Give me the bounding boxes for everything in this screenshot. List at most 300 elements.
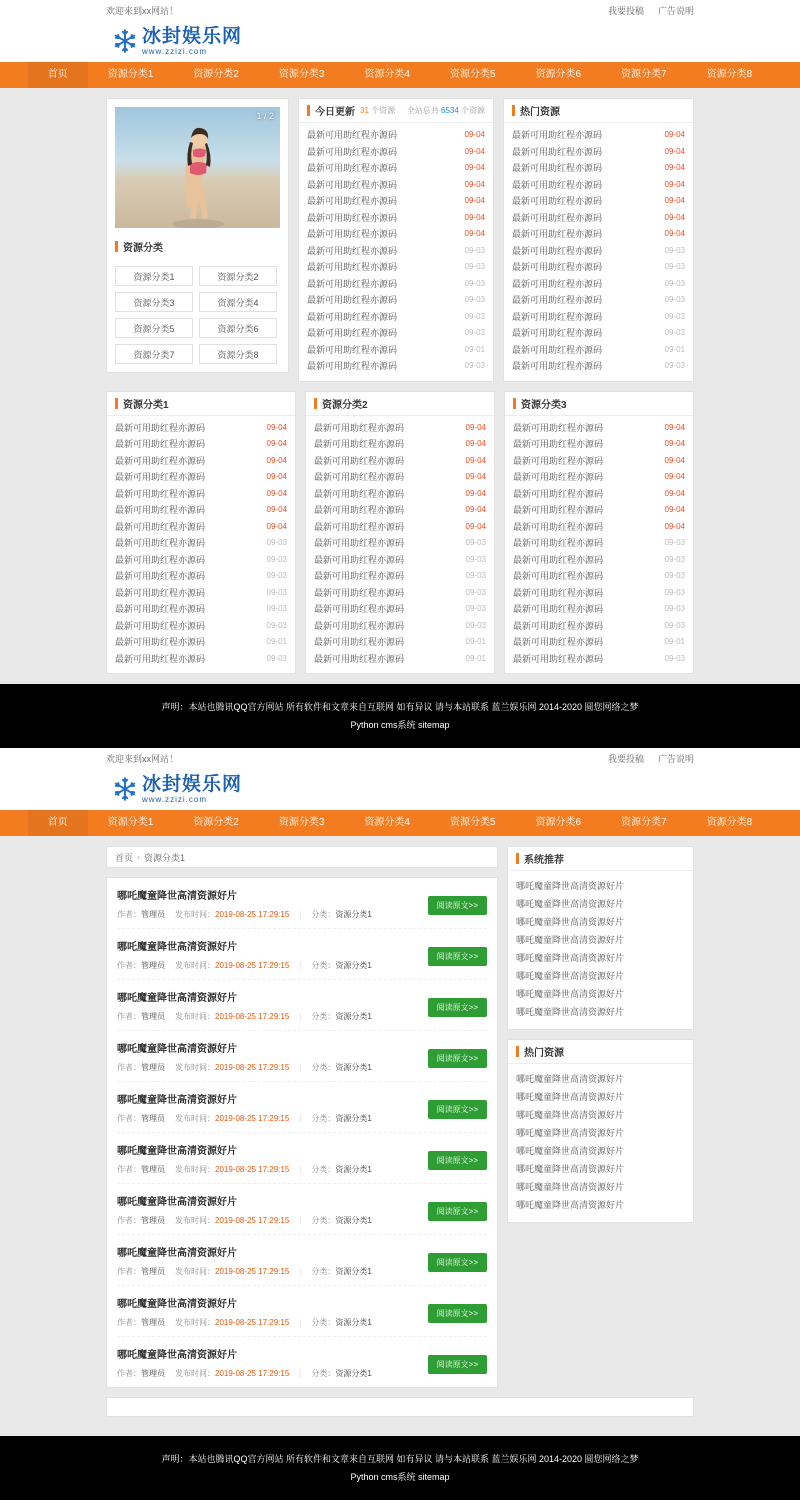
today-item-title-9[interactable]: 最新可用助红程亦源码: [307, 278, 398, 289]
today-item-title-14[interactable]: 最新可用助红程亦源码: [307, 361, 398, 371]
cat1-item-title-2[interactable]: 最新可用助红程亦源码: [115, 455, 206, 466]
article-title-4[interactable]: 哪吒魔童降世高清资源好片: [117, 1095, 237, 1106]
main-nav-2[interactable]: [0, 810, 800, 836]
list-item[interactable]: [512, 177, 685, 194]
category-button-8[interactable]: 资源分类8: [199, 344, 277, 364]
cat1-item-date-8: 09-03: [266, 554, 287, 564]
article-item: [117, 1286, 487, 1337]
category-label: 分类：: [311, 1063, 336, 1072]
article-item: [117, 980, 487, 1031]
list-item[interactable]: [512, 342, 685, 359]
cat1-item-title-7[interactable]: 最新可用助红程亦源码: [115, 538, 206, 548]
cat3-item-title-9[interactable]: 最新可用助红程亦源码: [513, 571, 604, 581]
list-item[interactable]: [314, 436, 486, 453]
nav-item-4[interactable]: 资源分类4: [364, 69, 410, 80]
read-more-button-8[interactable]: 阅读原文>>: [428, 1304, 487, 1323]
cat2-item-title-1[interactable]: 最新可用助红程亦源码: [314, 439, 405, 449]
today-item-title-12[interactable]: 最新可用助红程亦源码: [307, 328, 398, 338]
cat2-item-title-3[interactable]: 最新可用助红程亦源码: [314, 472, 405, 482]
nav-item-2[interactable]: 资源分类2: [193, 69, 239, 80]
cat1-item-title-9[interactable]: 最新可用助红程亦源码: [115, 571, 206, 581]
cat1-item-title-4[interactable]: 最新可用助红程亦源码: [115, 488, 206, 499]
accent-bar: [115, 241, 118, 252]
cat3-item-title-0[interactable]: 最新可用助红程亦源码: [513, 422, 604, 433]
cat2-item-title-5[interactable]: 最新可用助红程亦源码: [314, 505, 405, 515]
cat1-item-date-13: 09-01: [266, 637, 287, 646]
list-item[interactable]: [115, 585, 287, 602]
category-columns-row: [106, 391, 694, 675]
sidebar-item-1-3[interactable]: 哪吒魔童降世高清资源好片: [516, 935, 625, 945]
meta-divider: |: [299, 910, 302, 919]
sidebar-box-head-1: [508, 847, 693, 871]
list-item[interactable]: [513, 486, 685, 503]
cat2-item-title-9[interactable]: 最新可用助红程亦源码: [314, 571, 405, 581]
list-item[interactable]: [513, 651, 685, 668]
list-item[interactable]: [307, 292, 485, 309]
welcome-text: 欢迎来到xx网站！: [106, 5, 179, 16]
list-item[interactable]: [115, 552, 287, 569]
hot-item-title-4[interactable]: 最新可用助红程亦源码: [512, 196, 603, 206]
category-card-title-1: 资源分类1: [123, 399, 169, 411]
read-more-button-4[interactable]: 阅读原文>>: [428, 1100, 487, 1119]
cat3-item-title-13[interactable]: 最新可用助红程亦源码: [513, 637, 604, 647]
category-button-6[interactable]: 资源分类6: [199, 318, 277, 338]
nav-item-5[interactable]: 资源分类5: [450, 817, 496, 828]
read-more-button-6[interactable]: 阅读原文>>: [428, 1202, 487, 1221]
sidebar-box-list-2: [508, 1064, 693, 1222]
footer-2: [0, 1436, 800, 1500]
category-value[interactable]: 资源分类1: [335, 1369, 372, 1378]
article-title-5[interactable]: 哪吒魔童降世高清资源好片: [117, 1146, 237, 1157]
list-item[interactable]: [314, 420, 486, 437]
list-item[interactable]: [512, 226, 685, 243]
article-title-9[interactable]: 哪吒魔童降世高清资源好片: [117, 1350, 237, 1361]
sidebar-item-1-5[interactable]: 哪吒魔童降世高清资源好片: [516, 971, 625, 981]
read-more-button-7[interactable]: 阅读原文>>: [428, 1253, 487, 1272]
list-item[interactable]: [512, 358, 685, 375]
today-item-date-9: 09-03: [464, 278, 485, 288]
category-value[interactable]: 资源分类1: [335, 1318, 372, 1327]
cat1-item-title-14[interactable]: 最新可用助红程亦源码: [115, 653, 206, 664]
time-value: 2019-08-25 17:29:15: [215, 1318, 290, 1327]
nav-item-3[interactable]: 资源分类3: [278, 69, 325, 80]
category-value[interactable]: 资源分类1: [335, 1165, 372, 1174]
cat1-item-title-10[interactable]: 最新可用助红程亦源码: [115, 587, 206, 598]
list-item[interactable]: [512, 259, 685, 276]
list-item[interactable]: [513, 535, 685, 552]
breadcrumb-current[interactable]: 资源分类1: [144, 852, 186, 863]
article-title-3[interactable]: 哪吒魔童降世高清资源好片: [117, 1044, 237, 1055]
cat2-item-date-9: 09-03: [465, 571, 486, 580]
cat2-item-title-12[interactable]: 最新可用助红程亦源码: [314, 620, 405, 631]
cat2-item-title-6[interactable]: 最新可用助红程亦源码: [314, 521, 405, 532]
cat3-item-title-4[interactable]: 最新可用助红程亦源码: [513, 488, 604, 499]
today-item-title-8[interactable]: 最新可用助红程亦源码: [307, 262, 398, 272]
cat2-item-title-10[interactable]: 最新可用助红程亦源码: [314, 587, 405, 598]
today-item-title-10[interactable]: 最新可用助红程亦源码: [307, 295, 398, 305]
today-item-date-6: 09-04: [464, 229, 485, 238]
today-item-title-6[interactable]: 最新可用助红程亦源码: [307, 229, 398, 239]
list-item[interactable]: [307, 193, 485, 210]
today-item-date-13: 09-01: [464, 344, 485, 354]
hot-item-title-11[interactable]: 最新可用助红程亦源码: [512, 311, 603, 322]
hot-head: [504, 99, 693, 123]
list-item[interactable]: [314, 651, 486, 668]
article-title-0[interactable]: 哪吒魔童降世高清资源好片: [117, 891, 237, 902]
cat3-item-date-1: 09-04: [664, 439, 685, 448]
list-item[interactable]: [307, 309, 485, 326]
sidebar-item-1-0[interactable]: 哪吒魔童降世高清资源好片: [516, 881, 625, 891]
cat3-item-title-12[interactable]: 最新可用助红程亦源码: [513, 620, 604, 631]
hot-item-title-12[interactable]: 最新可用助红程亦源码: [512, 328, 603, 338]
list-item[interactable]: [307, 160, 485, 177]
list-item[interactable]: [513, 634, 685, 651]
hero-slider[interactable]: [115, 107, 280, 228]
list-item[interactable]: [513, 420, 685, 437]
today-item-date-14: 09-03: [464, 361, 485, 370]
cat3-item-title-2[interactable]: 最新可用助红程亦源码: [513, 455, 604, 466]
sidebar-item-2-0[interactable]: 哪吒魔童降世高清资源好片: [516, 1074, 625, 1084]
nav-item-4[interactable]: 资源分类4: [364, 817, 410, 828]
cat2-item-title-2[interactable]: 最新可用助红程亦源码: [314, 455, 405, 466]
hot-item-title-14[interactable]: 最新可用助红程亦源码: [512, 361, 603, 371]
list-item[interactable]: [115, 618, 287, 635]
list-item[interactable]: [314, 618, 486, 635]
category-value[interactable]: 资源分类1: [335, 1114, 372, 1123]
article-title-7[interactable]: 哪吒魔童降世高清资源好片: [117, 1248, 237, 1259]
list-item[interactable]: [314, 568, 486, 585]
sidebar-item-1-1[interactable]: 哪吒魔童降世高清资源好片: [516, 899, 625, 909]
category-column-3: [504, 391, 694, 675]
cat3-item-title-1[interactable]: 最新可用助红程亦源码: [513, 439, 604, 449]
site-logo[interactable]: [112, 27, 242, 56]
article-title-8[interactable]: 哪吒魔童降世高清资源好片: [117, 1299, 237, 1310]
hot-item-title-5[interactable]: 最新可用助红程亦源码: [512, 212, 603, 223]
breadcrumb-home[interactable]: 首页: [115, 852, 134, 863]
cat2-item-title-11[interactable]: 最新可用助红程亦源码: [314, 604, 405, 614]
list-item[interactable]: [512, 243, 685, 260]
hot-item-title-7[interactable]: 最新可用助红程亦源码: [512, 245, 603, 256]
list-item[interactable]: [512, 292, 685, 309]
cat1-item-title-8[interactable]: 最新可用助红程亦源码: [115, 554, 206, 565]
list-item[interactable]: [307, 127, 485, 144]
cat1-item-title-13[interactable]: 最新可用助红程亦源码: [115, 637, 206, 647]
author-value: 管理员: [141, 1369, 165, 1378]
today-item-title-7[interactable]: 最新可用助红程亦源码: [307, 245, 398, 256]
category-label: 分类：: [311, 1318, 336, 1327]
nav-item-6[interactable]: 资源分类6: [535, 817, 582, 828]
cat2-item-title-0[interactable]: 最新可用助红程亦源码: [314, 422, 405, 433]
read-more-button-1[interactable]: 阅读原文>>: [428, 947, 487, 966]
list-item[interactable]: [314, 519, 486, 536]
list-item[interactable]: [307, 342, 485, 359]
nav-item-0[interactable]: 首页: [28, 62, 88, 88]
list-item[interactable]: [314, 453, 486, 470]
hot-item-title-10[interactable]: 最新可用助红程亦源码: [512, 295, 603, 305]
category-value[interactable]: 资源分类1: [335, 1267, 372, 1276]
list-item[interactable]: [314, 486, 486, 503]
time-label: 发布时间：: [175, 1216, 215, 1225]
read-more-button-0[interactable]: 阅读原文>>: [428, 896, 487, 915]
top-bar-links-2: [608, 752, 694, 765]
sidebar-item-1-7[interactable]: 哪吒魔童降世高清资源好片: [516, 1007, 625, 1017]
list-item[interactable]: [513, 585, 685, 602]
sidebar-box-1: [507, 846, 694, 1030]
time-value: 2019-08-25 17:29:15: [215, 1369, 290, 1378]
slider-counter: 1 / 2: [256, 111, 274, 121]
cat3-item-date-5: 09-04: [664, 505, 685, 514]
list-item[interactable]: [314, 469, 486, 486]
category-button-5[interactable]: 资源分类5: [115, 318, 193, 338]
nav-item-2[interactable]: 资源分类2: [193, 817, 239, 828]
cat2-item-title-7[interactable]: 最新可用助红程亦源码: [314, 538, 405, 548]
sidebar-box-2: [507, 1039, 694, 1223]
nav-item-8[interactable]: 资源分类8: [706, 817, 753, 828]
today-list: [299, 123, 493, 381]
submit-link-2[interactable]: 我要投稿: [607, 753, 644, 764]
nav-item-7[interactable]: 资源分类7: [621, 69, 667, 80]
category-card-list-1: [107, 416, 295, 674]
list-item[interactable]: [513, 618, 685, 635]
category-value[interactable]: 资源分类1: [335, 1063, 372, 1072]
today-item-date-4: 09-04: [464, 196, 485, 205]
cat1-item-title-1[interactable]: 最新可用助红程亦源码: [115, 439, 206, 449]
list-item[interactable]: [115, 601, 287, 618]
hot-item-title-13[interactable]: 最新可用助红程亦源码: [512, 344, 603, 355]
read-more-button-3[interactable]: 阅读原文>>: [428, 1049, 487, 1068]
today-item-title-13[interactable]: 最新可用助红程亦源码: [307, 344, 398, 355]
cat1-item-date-9: 09-03: [266, 571, 287, 580]
list-item[interactable]: [307, 243, 485, 260]
category-label: 分类：: [311, 1267, 336, 1276]
submit-link[interactable]: 我要投稿: [607, 5, 644, 16]
hot-item-title-8[interactable]: 最新可用助红程亦源码: [512, 262, 603, 272]
list-item[interactable]: [512, 144, 685, 161]
nav-item-8[interactable]: 资源分类8: [706, 69, 753, 80]
list-item[interactable]: [512, 193, 685, 210]
main-nav[interactable]: [0, 62, 800, 88]
category-value[interactable]: 资源分类1: [335, 961, 372, 970]
list-item[interactable]: [307, 358, 485, 375]
list-item[interactable]: [115, 453, 287, 470]
nav-item-6[interactable]: 资源分类6: [535, 69, 582, 80]
sidebar-item-2-2[interactable]: 哪吒魔童降世高清资源好片: [516, 1110, 625, 1120]
today-item-title-5[interactable]: 最新可用助红程亦源码: [307, 212, 398, 223]
category-label: 分类：: [311, 1369, 336, 1378]
snowflake-icon: [112, 28, 138, 54]
category-card-list-3: [505, 416, 693, 674]
list-item[interactable]: [513, 502, 685, 519]
cat1-item-date-1: 09-04: [266, 439, 287, 448]
list-item[interactable]: [307, 177, 485, 194]
cat3-item-title-5[interactable]: 最新可用助红程亦源码: [513, 505, 604, 515]
list-item[interactable]: [307, 276, 485, 293]
today-item-date-2: 09-04: [464, 163, 485, 172]
article-title-6[interactable]: 哪吒魔童降世高清资源好片: [117, 1197, 237, 1208]
pagination-bar[interactable]: [106, 1397, 694, 1417]
list-item[interactable]: [513, 436, 685, 453]
cat3-item-date-8: 09-03: [664, 554, 685, 564]
cat3-item-title-10[interactable]: 最新可用助红程亦源码: [513, 587, 604, 598]
list-item[interactable]: [513, 469, 685, 486]
footer-line-1-b: 声明：本站也腾讯QQ官方网站 所有软件和文章来自互联网 如有异议 请与本站联系 蓝兰娱乐网 2014-2020 圆您网络之梦: [161, 1454, 639, 1464]
article-item: [117, 1235, 487, 1286]
category-button-3[interactable]: 资源分类3: [115, 292, 193, 312]
list-item[interactable]: [115, 568, 287, 585]
hot-item-title-0[interactable]: 最新可用助红程亦源码: [512, 130, 603, 140]
cat1-item-title-5[interactable]: 最新可用助红程亦源码: [115, 505, 206, 515]
list-item[interactable]: [307, 210, 485, 227]
slider-card: [106, 98, 289, 373]
nav-item-1[interactable]: 资源分类1: [107, 817, 154, 828]
list-item[interactable]: [115, 436, 287, 453]
list-item[interactable]: [115, 502, 287, 519]
list-item[interactable]: [512, 309, 685, 326]
article-title-1[interactable]: 哪吒魔童降世高清资源好片: [117, 942, 237, 953]
home-content: [106, 88, 694, 684]
ads-link[interactable]: 广告说明: [657, 5, 694, 16]
list-item[interactable]: [314, 585, 486, 602]
list-item[interactable]: [512, 160, 685, 177]
read-more-button-2[interactable]: 阅读原文>>: [428, 998, 487, 1017]
list-item[interactable]: [512, 127, 685, 144]
category-panel-head: [107, 234, 288, 258]
ads-link-2[interactable]: 广告说明: [657, 753, 694, 764]
sidebar-item-1-2[interactable]: 哪吒魔童降世高清资源好片: [516, 917, 625, 927]
sidebar-item-2-5[interactable]: 哪吒魔童降世高清资源好片: [516, 1164, 625, 1174]
list-item[interactable]: [512, 210, 685, 227]
cat1-item-title-3[interactable]: 最新可用助红程亦源码: [115, 472, 206, 482]
list-item[interactable]: [307, 259, 485, 276]
today-item-title-3[interactable]: 最新可用助红程亦源码: [307, 179, 398, 190]
hot-item-title-2[interactable]: 最新可用助红程亦源码: [512, 163, 603, 173]
hot-item-title-3[interactable]: 最新可用助红程亦源码: [512, 179, 603, 190]
today-item-title-4[interactable]: 最新可用助红程亦源码: [307, 196, 398, 206]
list-item[interactable]: [512, 276, 685, 293]
cat1-item-title-6[interactable]: 最新可用助红程亦源码: [115, 521, 206, 532]
cat1-item-title-12[interactable]: 最新可用助红程亦源码: [115, 620, 206, 631]
total-prefix: 全站总共: [406, 106, 439, 115]
list-item[interactable]: [115, 651, 287, 668]
today-item-title-0[interactable]: 最新可用助红程亦源码: [307, 130, 398, 140]
list-item[interactable]: [512, 325, 685, 342]
cat1-item-title-11[interactable]: 最新可用助红程亦源码: [115, 604, 206, 614]
time-value: 2019-08-25 17:29:15: [215, 1216, 290, 1225]
article-title-2[interactable]: 哪吒魔童降世高清资源好片: [117, 993, 237, 1004]
hot-item-title-1[interactable]: 最新可用助红程亦源码: [512, 146, 603, 157]
cat2-item-title-4[interactable]: 最新可用助红程亦源码: [314, 488, 405, 499]
hot-item-title-9[interactable]: 最新可用助红程亦源码: [512, 278, 603, 289]
category-buttons[interactable]: [107, 258, 288, 372]
category-column-2: [305, 391, 495, 675]
list-item[interactable]: [307, 325, 485, 342]
nav-item-7[interactable]: 资源分类7: [621, 817, 667, 828]
today-item-title-1[interactable]: 最新可用助红程亦源码: [307, 146, 398, 157]
sidebar-item-2-4[interactable]: 哪吒魔童降世高清资源好片: [516, 1146, 625, 1156]
read-more-button-5[interactable]: 阅读原文>>: [428, 1151, 487, 1170]
list-item[interactable]: [314, 634, 486, 651]
hot-item-title-6[interactable]: 最新可用助红程亦源码: [512, 229, 603, 239]
cat1-item-date-14: 09-03: [266, 653, 287, 663]
cat2-item-title-13[interactable]: 最新可用助红程亦源码: [314, 637, 405, 647]
list-item[interactable]: [115, 486, 287, 503]
cat1-item-date-11: 09-03: [266, 604, 287, 613]
time-label: 发布时间：: [175, 1165, 215, 1174]
cat2-item-title-8[interactable]: 最新可用助红程亦源码: [314, 554, 405, 565]
article-item: [117, 1337, 487, 1387]
list-item[interactable]: [314, 601, 486, 618]
author-label: 作者：: [117, 910, 141, 919]
cat1-item-date-0: 09-04: [266, 422, 287, 432]
list-item[interactable]: [115, 535, 287, 552]
snowflake-icon: [112, 776, 138, 802]
category-value[interactable]: 资源分类1: [335, 1012, 372, 1021]
today-item-title-2[interactable]: 最新可用助红程亦源码: [307, 163, 398, 173]
cat3-item-title-3[interactable]: 最新可用助红程亦源码: [513, 472, 604, 482]
category-value[interactable]: 资源分类1: [335, 910, 372, 919]
category-value[interactable]: 资源分类1: [335, 1216, 372, 1225]
category-card-head-2: [306, 392, 494, 416]
cat3-item-title-14[interactable]: 最新可用助红程亦源码: [513, 653, 604, 664]
list-item[interactable]: [513, 453, 685, 470]
sidebar-item-2-1[interactable]: 哪吒魔童降世高清资源好片: [516, 1092, 625, 1102]
category-button-4[interactable]: 资源分类4: [199, 292, 277, 312]
list-item[interactable]: [115, 634, 287, 651]
cat1-item-title-0[interactable]: 最新可用助红程亦源码: [115, 422, 206, 433]
cat3-item-title-7[interactable]: 最新可用助红程亦源码: [513, 538, 604, 548]
nav-item-3[interactable]: 资源分类3: [278, 817, 325, 828]
cat3-item-title-11[interactable]: 最新可用助红程亦源码: [513, 604, 604, 614]
list-item[interactable]: [307, 226, 485, 243]
sidebar-item-2-6[interactable]: 哪吒魔童降世高清资源好片: [516, 1182, 625, 1192]
list-item[interactable]: [513, 601, 685, 618]
site-logo-2[interactable]: [112, 775, 242, 804]
list-item[interactable]: [513, 568, 685, 585]
author-label: 作者：: [117, 1369, 141, 1378]
today-item-title-11[interactable]: 最新可用助红程亦源码: [307, 311, 398, 322]
list-item[interactable]: [115, 469, 287, 486]
list-item[interactable]: [115, 519, 287, 536]
nav-item-5[interactable]: 资源分类5: [450, 69, 496, 80]
category-button-1[interactable]: 资源分类1: [115, 266, 193, 286]
list-item[interactable]: [307, 144, 485, 161]
article-list: [106, 877, 498, 1388]
sidebar-item-2-3[interactable]: 哪吒魔童降世高清资源好片: [516, 1128, 625, 1138]
list-item[interactable]: [513, 519, 685, 536]
list-item[interactable]: [314, 552, 486, 569]
hot-item-date-10: 09-03: [664, 295, 685, 304]
accent-bar: [307, 105, 310, 116]
list-item[interactable]: [115, 420, 287, 437]
cat2-item-date-0: 09-04: [465, 422, 486, 432]
cat2-item-title-14[interactable]: 最新可用助红程亦源码: [314, 653, 405, 664]
list-item[interactable]: [314, 535, 486, 552]
sidebar-item-1-4[interactable]: 哪吒魔童降世高清资源好片: [516, 953, 625, 963]
category-button-7[interactable]: 资源分类7: [115, 344, 193, 364]
nav-item-1[interactable]: 资源分类1: [107, 69, 154, 80]
list-item[interactable]: [314, 502, 486, 519]
cat3-item-title-6[interactable]: 最新可用助红程亦源码: [513, 521, 604, 532]
nav-item-0[interactable]: 首页: [28, 810, 88, 836]
read-more-button-9[interactable]: 阅读原文>>: [428, 1355, 487, 1374]
category-button-2[interactable]: 资源分类2: [199, 266, 277, 286]
article-item: [117, 1031, 487, 1082]
cat3-item-title-8[interactable]: 最新可用助红程亦源码: [513, 554, 604, 565]
sidebar-item-2-7[interactable]: 哪吒魔童降世高清资源好片: [516, 1200, 625, 1210]
list-item[interactable]: [513, 552, 685, 569]
sidebar-item-1-6[interactable]: 哪吒魔童降世高清资源好片: [516, 989, 625, 999]
cat2-item-date-5: 09-04: [465, 505, 486, 514]
